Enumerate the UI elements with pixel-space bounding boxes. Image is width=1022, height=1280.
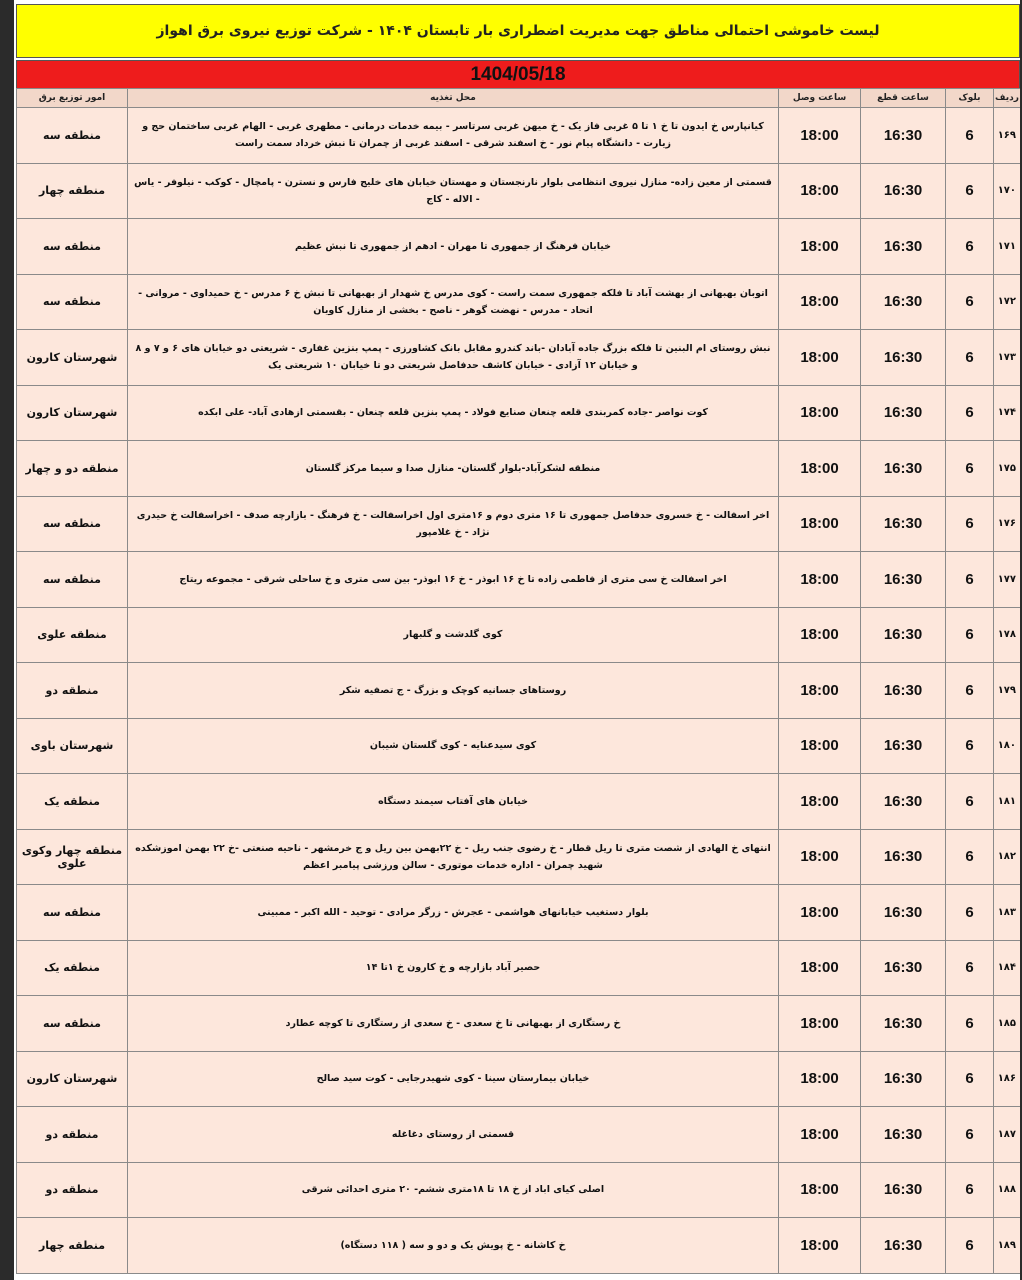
- location-cell: کیانپارس خ ایدون تا خ ۱ تا ۵ غربی فاز یک - خ میهن غربی سرتاسر - بیمه خدمات درمانی - مطهری غربی - الهام غربی ساختمان حج و زیارت - دانشگاه پیام نور - خ اسفند شرقی - اسفند غربی از چمران تا نبش خرداد سمت راست: [128, 108, 779, 164]
- block-cell: 6: [946, 885, 994, 941]
- region-cell: منطقه دو: [17, 1162, 128, 1218]
- block-cell: 6: [946, 1051, 994, 1107]
- row-number-cell: ۱۶۹: [994, 108, 1021, 164]
- row-number-cell: ۱۸۳: [994, 885, 1021, 941]
- cut-time-cell: 16:30: [861, 441, 946, 497]
- region-cell: منطقه دو: [17, 663, 128, 719]
- table-row: [17, 1051, 1021, 1107]
- row-number-cell: ۱۸۹: [994, 1218, 1021, 1274]
- row-number-cell: ۱۷۵: [994, 441, 1021, 497]
- table-row: [17, 996, 1021, 1052]
- cut-time-cell: 16:30: [861, 718, 946, 774]
- region-cell: منطقه سه: [17, 496, 128, 552]
- cut-time-cell: 16:30: [861, 108, 946, 164]
- region-cell: منطقه چهار: [17, 1218, 128, 1274]
- connect-time-cell: 18:00: [779, 829, 861, 885]
- block-cell: 6: [946, 607, 994, 663]
- cut-time-cell: 16:30: [861, 940, 946, 996]
- block-cell: 6: [946, 663, 994, 719]
- block-cell: 6: [946, 274, 994, 330]
- row-number-cell: ۱۷۹: [994, 663, 1021, 719]
- location-cell: منطقه لشکرآباد-بلوار گلستان- منازل صدا و سیما مرکز گلستان: [128, 441, 779, 497]
- cut-time-cell: 16:30: [861, 219, 946, 275]
- header-block: بلوک: [946, 89, 994, 108]
- location-cell: روستاهای جسانیه کوچک و بزرگ - ج تصفیه شکر: [128, 663, 779, 719]
- row-number-cell: ۱۸۵: [994, 996, 1021, 1052]
- row-number-cell: ۱۸۱: [994, 774, 1021, 830]
- header-region: امور توزیع برق: [17, 89, 128, 108]
- region-cell: منطقه سه: [17, 219, 128, 275]
- location-cell: اتوبان بهبهانی از بهشت آباد تا فلکه جمهوری سمت راست - کوی مدرس خ شهدار از بهبهانی تا نبش خ ۶ مدرس - خ حمیداوی - مروانی - اتحاد - مدرس - نهضت گوهر - ناصح - بخشی از منازل کاویان: [128, 274, 779, 330]
- connect-time-cell: 18:00: [779, 108, 861, 164]
- block-cell: 6: [946, 385, 994, 441]
- connect-time-cell: 18:00: [779, 774, 861, 830]
- location-cell: قسمتی از روستای دغاغله: [128, 1107, 779, 1163]
- region-cell: منطقه یک: [17, 774, 128, 830]
- block-cell: 6: [946, 552, 994, 608]
- table-row: [17, 1162, 1021, 1218]
- connect-time-cell: 18:00: [779, 663, 861, 719]
- block-cell: 6: [946, 1107, 994, 1163]
- table-row: [17, 940, 1021, 996]
- row-number-cell: ۱۷۰: [994, 163, 1021, 219]
- block-cell: 6: [946, 1162, 994, 1218]
- location-cell: کوت نواصر -جاده کمربندی قلعه چنعان صنایع فولاد - پمپ بنزین قلعه چنعان - بقسمتی ازهادی آباد- علی ابکده: [128, 385, 779, 441]
- region-cell: منطقه یک: [17, 940, 128, 996]
- location-cell: قسمتی از معین زاده- منازل نیروی انتظامی بلوار نارنجستان و مهستان خیابان های خلیج فارس و نسترن - پامچال - کوکب - نیلوفر - یاس - الاله - کاج: [128, 163, 779, 219]
- region-cell: منطقه سه: [17, 274, 128, 330]
- block-cell: 6: [946, 829, 994, 885]
- document-title: لیست خاموشی احتمالی مناطق جهت مدیریت اضطراری بار تابستان ۱۴۰۴ - شرکت توزیع نیروی برق اهواز: [16, 4, 1020, 58]
- table-row: [17, 274, 1021, 330]
- table-row: [17, 163, 1021, 219]
- location-cell: کوی گلدشت و گلبهار: [128, 607, 779, 663]
- row-number-cell: ۱۷۲: [994, 274, 1021, 330]
- table-row: [17, 496, 1021, 552]
- connect-time-cell: 18:00: [779, 1218, 861, 1274]
- row-number-cell: ۱۷۶: [994, 496, 1021, 552]
- location-cell: خیابان بیمارستان سینا - کوی شهیدرجایی - کوت سید صالح: [128, 1051, 779, 1107]
- connect-time-cell: 18:00: [779, 885, 861, 941]
- row-number-cell: ۱۷۸: [994, 607, 1021, 663]
- region-cell: منطقه سه: [17, 552, 128, 608]
- row-number-cell: ۱۸۰: [994, 718, 1021, 774]
- cut-time-cell: 16:30: [861, 774, 946, 830]
- cut-time-cell: 16:30: [861, 274, 946, 330]
- cut-time-cell: 16:30: [861, 1162, 946, 1218]
- region-cell: منطقه علوی: [17, 607, 128, 663]
- location-cell: حصیر آباد بازارچه و خ کارون خ ۱تا ۱۴: [128, 940, 779, 996]
- row-number-cell: ۱۸۴: [994, 940, 1021, 996]
- cut-time-cell: 16:30: [861, 1051, 946, 1107]
- location-cell: خ کاشانه - خ پویش یک و دو و سه ( ۱۱۸ دستگاه): [128, 1218, 779, 1274]
- region-cell: منطقه چهار وکوی علوی: [17, 829, 128, 885]
- block-cell: 6: [946, 1218, 994, 1274]
- location-cell: خیابان های آفتاب سیمند دستگاه: [128, 774, 779, 830]
- cut-time-cell: 16:30: [861, 663, 946, 719]
- cut-time-cell: 16:30: [861, 885, 946, 941]
- row-number-cell: ۱۸۸: [994, 1162, 1021, 1218]
- region-cell: منطقه چهار: [17, 163, 128, 219]
- region-cell: منطقه سه: [17, 108, 128, 164]
- table-row: [17, 607, 1021, 663]
- table-row: [17, 441, 1021, 497]
- cut-time-cell: 16:30: [861, 1107, 946, 1163]
- block-cell: 6: [946, 496, 994, 552]
- cut-time-cell: 16:30: [861, 496, 946, 552]
- connect-time-cell: 18:00: [779, 274, 861, 330]
- cut-time-cell: 16:30: [861, 385, 946, 441]
- row-number-cell: ۱۷۴: [994, 385, 1021, 441]
- table-row: [17, 774, 1021, 830]
- block-cell: 6: [946, 330, 994, 386]
- row-number-cell: ۱۷۷: [994, 552, 1021, 608]
- block-cell: 6: [946, 441, 994, 497]
- header-connect-time: ساعت وصل: [779, 89, 861, 108]
- cut-time-cell: 16:30: [861, 829, 946, 885]
- location-cell: نبش روستای ام البنین تا فلکه بزرگ جاده آبادان -باند کندرو مقابل بانک کشاورزی - پمپ بنزین غفاری - شریعتی دو خیابان های ۶ و ۷ و ۸ و خیابان ۱۲ آزادی - خیابان کاشف حدفاصل شریعتی دو تا خیابان ۱۰ شریعتی یک: [128, 330, 779, 386]
- connect-time-cell: 18:00: [779, 1051, 861, 1107]
- connect-time-cell: 18:00: [779, 330, 861, 386]
- connect-time-cell: 18:00: [779, 552, 861, 608]
- connect-time-cell: 18:00: [779, 496, 861, 552]
- location-cell: اصلی کیای اباد از خ ۱۸ تا ۱۸متری ششم- ۲۰ متری احدائی شرقی: [128, 1162, 779, 1218]
- table-row: [17, 330, 1021, 386]
- table-row: [17, 663, 1021, 719]
- table-row: [17, 1218, 1021, 1274]
- table-row: [17, 552, 1021, 608]
- connect-time-cell: 18:00: [779, 607, 861, 663]
- table-row: [17, 829, 1021, 885]
- table-row: [17, 108, 1021, 164]
- region-cell: منطقه دو و چهار: [17, 441, 128, 497]
- location-cell: اخر اسفالت - خ خسروی حدفاصل جمهوری تا ۱۶ متری دوم و ۱۶متری اول اخراسفالت - خ فرهنگ - بازارچه صدف - اخراسفالت خ حیدری نژاد - خ غلامپور: [128, 496, 779, 552]
- region-cell: شهرستان کارون: [17, 1051, 128, 1107]
- connect-time-cell: 18:00: [779, 1162, 861, 1218]
- table-row: [17, 718, 1021, 774]
- connect-time-cell: 18:00: [779, 940, 861, 996]
- table-row: [17, 885, 1021, 941]
- cut-time-cell: 16:30: [861, 996, 946, 1052]
- cut-time-cell: 16:30: [861, 330, 946, 386]
- block-cell: 6: [946, 108, 994, 164]
- region-cell: شهرستان کارون: [17, 330, 128, 386]
- table-row: [17, 1107, 1021, 1163]
- row-number-cell: ۱۸۶: [994, 1051, 1021, 1107]
- location-cell: اخر اسفالت خ سی متری از فاطمی زاده تا خ ۱۶ ابوذر - خ ۱۶ ابوذر- بین سی متری و خ ساحلی شرقی - مجموعه ریتاج: [128, 552, 779, 608]
- location-cell: انتهای خ الهادی از شصت متری تا ریل قطار - خ رضوی جنب ریل - خ ۲۲بهمن بین ریل و ج خرمشهر - ناحیه صنعتی -خ ۲۲ بهمن اموزشکده شهید چمران - اداره خدمات موتوری - سالن ورزشی پیامبر اعظم: [128, 829, 779, 885]
- connect-time-cell: 18:00: [779, 996, 861, 1052]
- connect-time-cell: 18:00: [779, 163, 861, 219]
- block-cell: 6: [946, 219, 994, 275]
- region-cell: منطقه سه: [17, 885, 128, 941]
- row-number-cell: ۱۸۲: [994, 829, 1021, 885]
- region-cell: شهرستان باوی: [17, 718, 128, 774]
- block-cell: 6: [946, 718, 994, 774]
- cut-time-cell: 16:30: [861, 1218, 946, 1274]
- location-cell: خیابان فرهنگ از جمهوری تا مهران - ادهم از جمهوری تا نبش عظیم: [128, 219, 779, 275]
- row-number-cell: ۱۷۱: [994, 219, 1021, 275]
- location-cell: کوی سیدعنایه - کوی گلستان شیبان: [128, 718, 779, 774]
- connect-time-cell: 18:00: [779, 718, 861, 774]
- block-cell: 6: [946, 163, 994, 219]
- region-cell: منطقه دو: [17, 1107, 128, 1163]
- header-cut-time: ساعت قطع: [861, 89, 946, 108]
- header-row-no: ردیف: [994, 89, 1021, 108]
- row-number-cell: ۱۷۳: [994, 330, 1021, 386]
- date-banner: 1404/05/18: [16, 60, 1020, 89]
- cut-time-cell: 16:30: [861, 552, 946, 608]
- cut-time-cell: 16:30: [861, 607, 946, 663]
- table-header-row: [17, 89, 1021, 108]
- connect-time-cell: 18:00: [779, 441, 861, 497]
- location-cell: بلوار دستغیب خیابانهای هواشمی - عجرش - زرگر مرادی - توحید - الله اکبر - ممبینی: [128, 885, 779, 941]
- region-cell: شهرستان کارون: [17, 385, 128, 441]
- header-location: محل تغذیه: [128, 89, 779, 108]
- block-cell: 6: [946, 940, 994, 996]
- block-cell: 6: [946, 774, 994, 830]
- region-cell: منطقه سه: [17, 996, 128, 1052]
- connect-time-cell: 18:00: [779, 385, 861, 441]
- location-cell: خ رستگاری از بهبهانی تا خ سعدی - خ سعدی از رستگاری تا کوچه عطارد: [128, 996, 779, 1052]
- blackout-table: [16, 88, 1020, 1274]
- connect-time-cell: 18:00: [779, 1107, 861, 1163]
- row-number-cell: ۱۸۷: [994, 1107, 1021, 1163]
- connect-time-cell: 18:00: [779, 219, 861, 275]
- table-row: [17, 219, 1021, 275]
- document-sheet: [14, 0, 1020, 1280]
- cut-time-cell: 16:30: [861, 163, 946, 219]
- table-row: [17, 385, 1021, 441]
- block-cell: 6: [946, 996, 994, 1052]
